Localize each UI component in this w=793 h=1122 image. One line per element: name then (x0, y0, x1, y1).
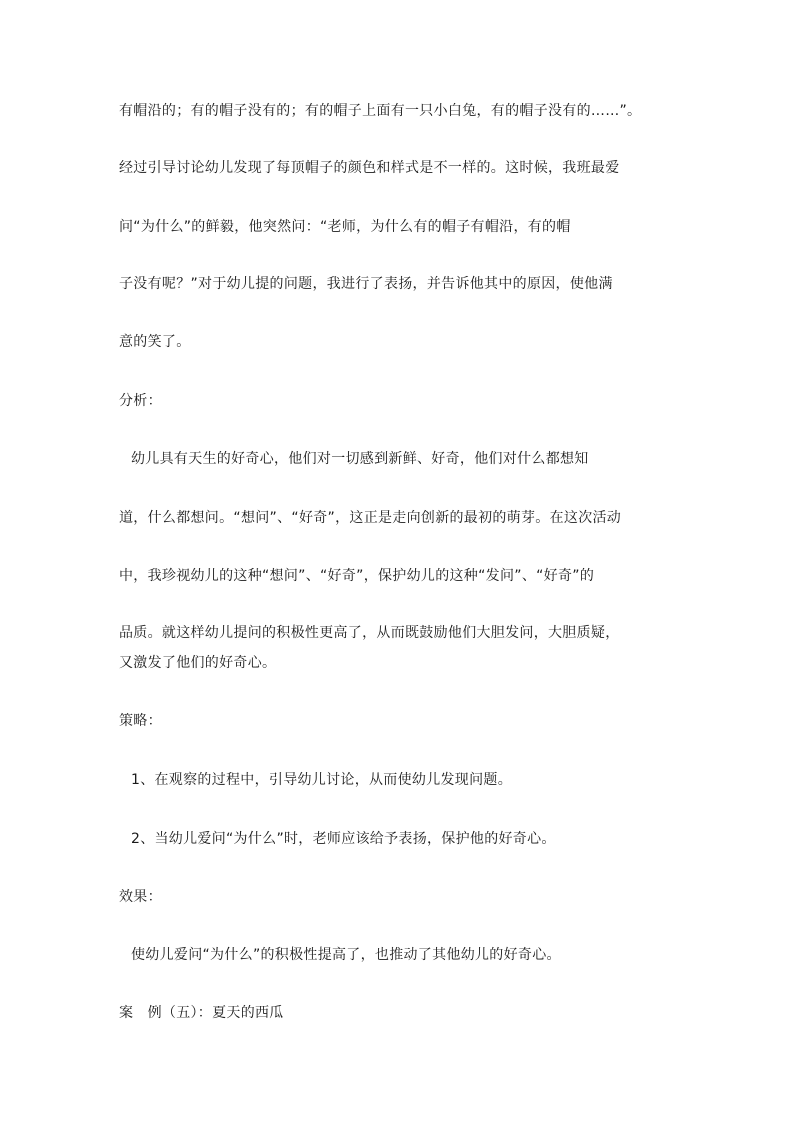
strategy-item-2: 2、当幼儿爱问“为什么”时，老师应该给予表扬，保护他的好奇心。 (131, 831, 556, 847)
analysis-line-1: 幼儿具有天生的好奇心，他们对一切感到新鲜、好奇，他们对什么都想知 (131, 451, 589, 467)
analysis-heading: 分析： (119, 393, 162, 409)
strategy-heading: 策略： (119, 713, 162, 729)
story-line-4: 子没有呢？”对于幼儿提的问题，我进行了表扬，并告诉他其中的原因，使他满 (119, 276, 613, 292)
analysis-line-2: 道，什么都想问。“想问”、“好奇”，这正是走向创新的最初的萌芽。在这次活动 (119, 510, 622, 526)
story-line-1: 有帽沿的；有的帽子没有的；有的帽子上面有一只小白兔，有的帽子没有的……”。 (119, 103, 642, 119)
effect-heading: 效果： (119, 889, 162, 905)
analysis-line-3: 中，我珍视幼儿的这种“想问”、“好奇”，保护幼儿的这种“发问”、“好奇”的 (119, 568, 595, 584)
next-case-title: 案 例（五）：夏天的西瓜 (119, 1005, 284, 1021)
analysis-line-4: 品质。就这样幼儿提问的积极性更高了，从而既鼓励他们大胆发问，大胆质疑， (119, 625, 620, 641)
analysis-line-5: 又激发了他们的好奇心。 (119, 655, 277, 671)
effect-line-1: 使幼儿爱问“为什么”的积极性提高了，也推动了其他幼儿的好奇心。 (131, 947, 561, 963)
story-line-3: 问“为什么”的鲜毅，他突然问：“老师，为什么有的帽子有帽沿，有的帽 (119, 219, 571, 235)
story-line-2: 经过引导讨论幼儿发现了每顶帽子的颜色和样式是不一样的。这时候，我班最爱 (119, 160, 620, 176)
strategy-item-1: 1、在观察的过程中，引导幼儿讨论，从而使幼儿发现问题。 (131, 772, 513, 788)
story-line-5: 意的笑了。 (119, 334, 191, 350)
